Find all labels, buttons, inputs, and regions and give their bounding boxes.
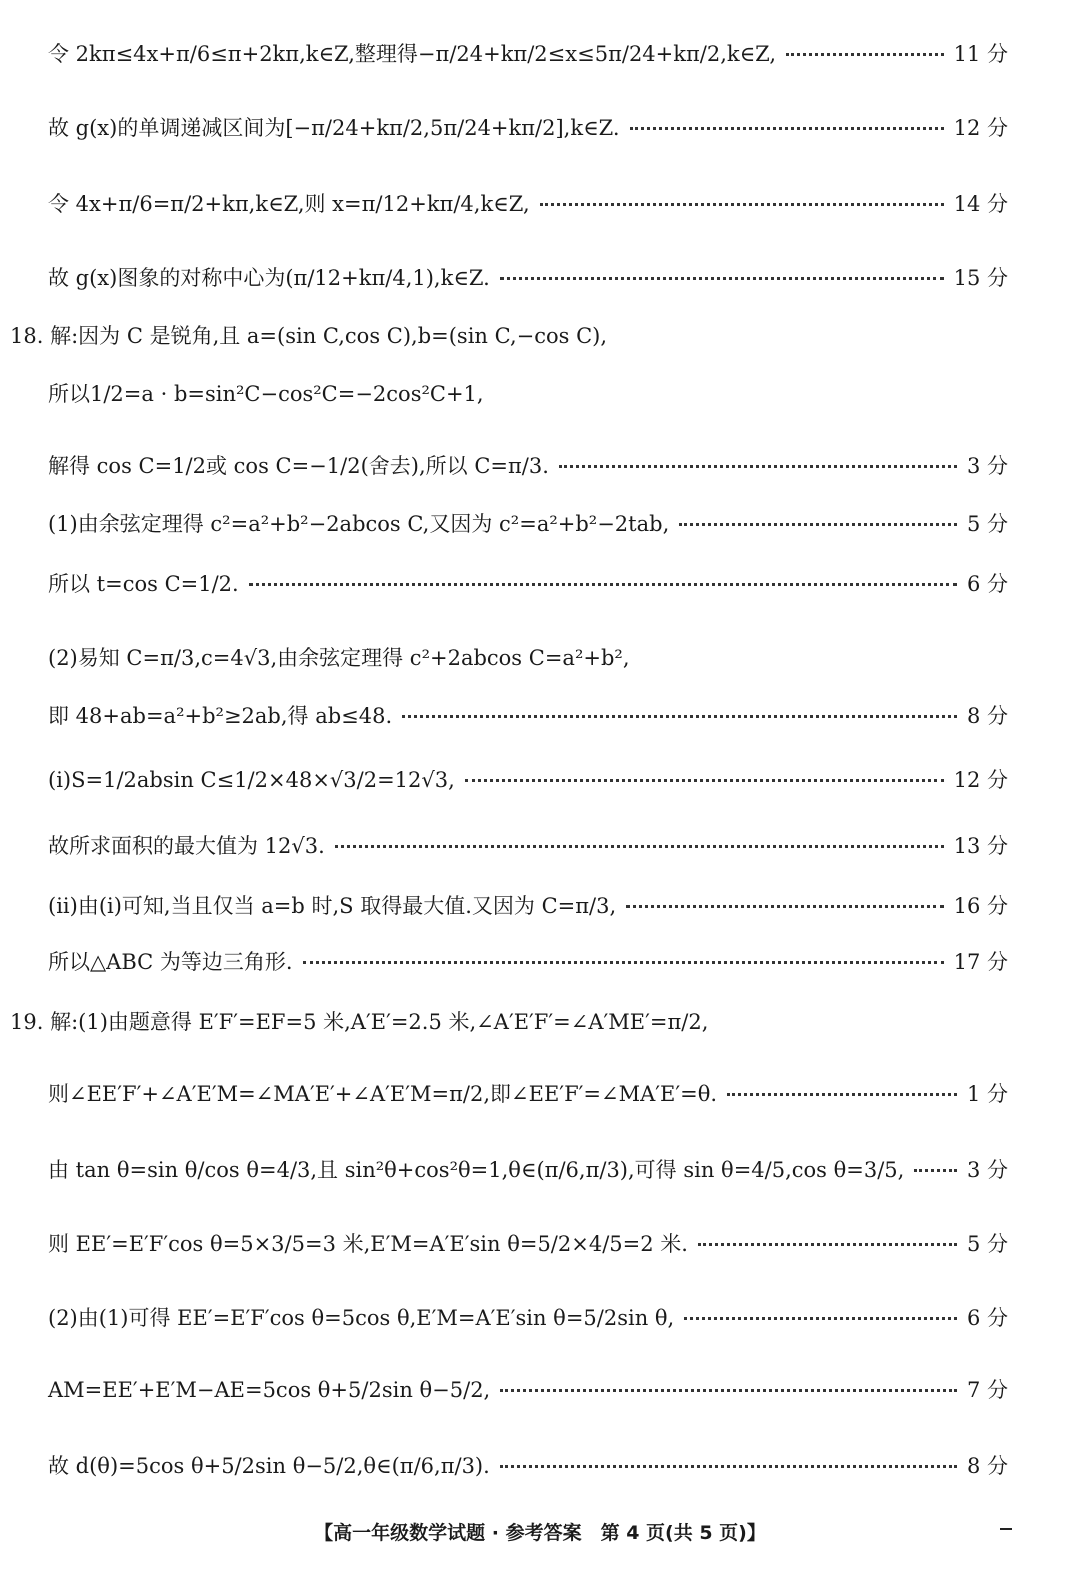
dot-leader: [559, 465, 957, 468]
dot-leader: [402, 715, 957, 718]
dot-leader: [727, 1093, 957, 1096]
line-text: (ii)由(i)可知,当且仅当 a=b 时,S 取得最大值.又因为 C=π/3,: [48, 894, 617, 918]
line-21: [48, 1380, 1008, 1401]
page-footer: 【高一年级数学试题 · 参考答案 第 4 页(共 5 页)】: [314, 1522, 766, 1544]
line-text: 18. 解:因为 C 是锐角,且 a=(sin C,cos C),b=(sin C,−cos C),: [10, 324, 608, 348]
line-text: 令 2kπ≤4x+π/6≤π+2kπ,k∈Z,整理得−π/24+kπ/2≤x≤5π/24+kπ/2,k∈Z,: [48, 42, 777, 66]
score-label: 5 分: [966, 1232, 1008, 1256]
score-label: 12 分: [953, 768, 1008, 792]
score-label: 13 分: [953, 834, 1008, 858]
line-11: [48, 706, 1008, 727]
line-text: 故 g(x)的单调递减区间为[−π/24+kπ/2,5π/24+kπ/2],k∈Z.: [48, 116, 620, 140]
line-7: [48, 456, 1008, 477]
line-text: 即 48+ab=a²+b²≥2ab,得 ab≤48.: [48, 704, 393, 728]
line-12: [48, 770, 1008, 791]
line-8: [48, 514, 1008, 535]
score-label: 15 分: [953, 266, 1008, 290]
score-label: 6 分: [966, 572, 1008, 596]
line-2: [48, 118, 1008, 139]
line-text: (2)由(1)可得 EE′=E′F′cos θ=5cos θ,E′M=A′E′sin θ=5/2sin θ,: [48, 1306, 675, 1330]
score-label: 14 分: [953, 192, 1008, 216]
line-20: [48, 1308, 1008, 1329]
dot-leader: [630, 127, 944, 130]
dot-leader: [249, 583, 957, 586]
line-text: 则 EE′=E′F′cos θ=5×3/5=3 米,E′M=A′E′sin θ=5/2×4/5=2 米.: [48, 1232, 688, 1256]
score-label: 7 分: [966, 1378, 1008, 1402]
score-label: 17 分: [953, 950, 1008, 974]
score-label: 8 分: [966, 1454, 1008, 1478]
line-1: [48, 44, 1008, 65]
line-text: 所以△ABC 为等边三角形.: [48, 950, 293, 974]
line-4: [48, 268, 1008, 289]
line-text: (i)S=1/2absin C≤1/2×48×√3/2=12√3,: [48, 768, 455, 792]
line-text: 故 d(θ)=5cos θ+5/2sin θ−5/2,θ∈(π/6,π/3).: [48, 1454, 490, 1478]
line-22: [48, 1456, 1008, 1477]
line-18: [48, 1160, 1008, 1181]
dot-leader: [500, 277, 944, 280]
line-17: [48, 1084, 1008, 1105]
line-6: [48, 384, 484, 405]
corner-mark: [1000, 1528, 1012, 1530]
score-label: 11 分: [953, 42, 1008, 66]
line-14: [48, 896, 1008, 917]
line-16: [10, 1012, 708, 1033]
score-label: 6 分: [966, 1306, 1008, 1330]
score-label: 12 分: [953, 116, 1008, 140]
dot-leader: [465, 779, 944, 782]
line-10: [48, 648, 630, 669]
score-label: 1 分: [966, 1082, 1008, 1106]
score-label: 5 分: [966, 512, 1008, 536]
line-text: 所以 t=cos C=1/2.: [48, 572, 239, 596]
line-19: [48, 1234, 1008, 1255]
line-text: 所以1/2=a · b=sin²C−cos²C=−2cos²C+1,: [48, 382, 484, 406]
line-text: 故 g(x)图象的对称中心为(π/12+kπ/4,1),k∈Z.: [48, 266, 490, 290]
dot-leader: [698, 1243, 957, 1246]
dot-leader: [335, 845, 944, 848]
dot-leader: [679, 523, 957, 526]
score-label: 8 分: [966, 704, 1008, 728]
dot-leader: [303, 961, 944, 964]
line-text: 故所求面积的最大值为 12√3.: [48, 834, 325, 858]
line-text: (2)易知 C=π/3,c=4√3,由余弦定理得 c²+2abcos C=a²+b²,: [48, 646, 630, 670]
line-9: [48, 574, 1008, 595]
dot-leader: [540, 203, 944, 206]
score-label: 3 分: [966, 454, 1008, 478]
line-text: 则∠EE′F′+∠A′E′M=∠MA′E′+∠A′E′M=π/2,即∠EE′F′=∠MA′E′=θ.: [48, 1082, 718, 1106]
dot-leader: [684, 1317, 957, 1320]
dot-leader: [786, 53, 944, 56]
line-text: 解得 cos C=1/2或 cos C=−1/2(舍去),所以 C=π/3.: [48, 454, 549, 478]
line-13: [48, 836, 1008, 857]
line-3: [48, 194, 1008, 215]
line-text: 令 4x+π/6=π/2+kπ,k∈Z,则 x=π/12+kπ/4,k∈Z,: [48, 192, 530, 216]
dot-leader: [626, 905, 943, 908]
score-label: 16 分: [953, 894, 1008, 918]
line-text: 19. 解:(1)由题意得 E′F′=EF=5 米,A′E′=2.5 米,∠A′E′F′=∠A′ME′=π/2,: [10, 1010, 709, 1034]
score-label: 3 分: [966, 1158, 1008, 1182]
line-text: (1)由余弦定理得 c²=a²+b²−2abcos C,又因为 c²=a²+b²−2tab,: [48, 512, 670, 536]
line-text: AM=EE′+E′M−AE=5cos θ+5/2sin θ−5/2,: [48, 1378, 491, 1402]
line-text: 由 tan θ=sin θ/cos θ=4/3,且 sin²θ+cos²θ=1,θ∈(π/6,π/3),可得 sin θ=4/5,cos θ=3/5,: [48, 1158, 905, 1182]
dot-leader: [500, 1389, 957, 1392]
dot-leader: [914, 1169, 957, 1172]
line-5: [10, 326, 607, 347]
line-15: [48, 952, 1008, 973]
dot-leader: [500, 1465, 957, 1468]
